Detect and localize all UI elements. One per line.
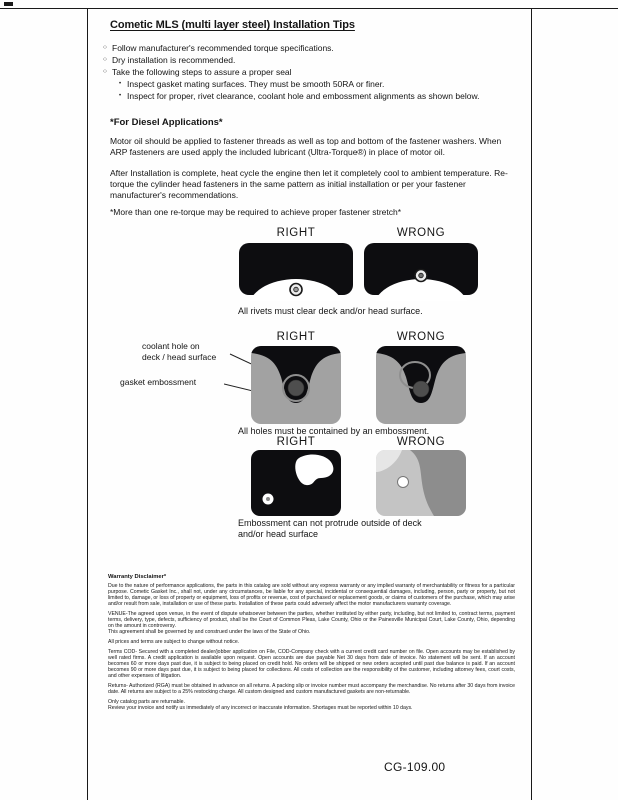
tip-text: Take the following steps to assure a proper seal [112, 67, 292, 77]
warranty-disclaimer [108, 574, 515, 715]
coolant-hole-circle [288, 380, 304, 396]
protrude-wrong-diagram [376, 450, 466, 516]
disclaimer-paragraph: All prices and terms are subject to change without notice. [108, 639, 240, 645]
page-border-top [0, 8, 618, 9]
disclaimer-paragraph: VENUE-The agreed upon venue, in the event of dispute whatsoever between the parties, whether instituted by either party, including, but not limited to, contract terms, payment terms, delivery, type, defects, sufficiency of product, shall be the Court of Common Pleas, Lake County, Ohio or the Painesville Municipal Court, Lake County, Ohio, depending on the amount in controversy. [108, 611, 515, 629]
disclaimer-paragraph: Only catalog parts are returnable. [108, 699, 185, 705]
coolant-hole-label [142, 341, 234, 362]
subtip-text: Inspect for proper, rivet clearance, coolant hole and embossment alignments as shown below. [127, 91, 480, 101]
protrude-right-diagram [251, 450, 341, 516]
print-registration-mark [4, 2, 13, 6]
wrong-label-protrude: WRONG [396, 436, 446, 448]
list-item [119, 78, 479, 90]
right-label-holes: RIGHT [276, 331, 316, 343]
circle-bullet-icon: ○ [103, 56, 107, 63]
bolt-hole-circle [398, 477, 409, 488]
page-number: CG-109.00 [384, 760, 446, 774]
wrong-label-rivets: WRONG [396, 227, 446, 239]
circle-bullet-icon: ○ [103, 68, 107, 75]
list-item [103, 66, 334, 78]
page-border-right [531, 8, 532, 800]
install-tips-list [103, 42, 334, 78]
circle-bullet-icon: ○ [103, 44, 107, 51]
disclaimer-paragraph: Review your invoice and notify us immediately of any incorrect or inaccurate information. Shortages must be reported within 10 days. [108, 705, 413, 711]
disclaimer-paragraph: Terms COD- Secured with a completed dealer/jobber application on File, COD-Company check with a current credit card number on file. Open accounts may be established by well rated firms. A credit application is available upon request. Open accounts are due payable Net 30 days from date of invoice. No statement will be sent. If an account becomes 60 or more days past due, it is subject to being placed on credit hold. No orders will be shipped or new orders accepted until past due balance is paid. If an account becomes 90 or more days past due, it is subject to being placed for collections. All costs of collection are the responsibility of the customer, including attorney fees, court costs, and other expenses of litigation. [108, 649, 515, 679]
page-border-left [87, 8, 88, 800]
list-item [103, 42, 334, 54]
rivet-wrong-diagram [364, 243, 478, 301]
wrong-label-holes: WRONG [396, 331, 446, 343]
diesel-heading: *For Diesel Applications* [110, 117, 223, 128]
dot-bullet-icon: • [119, 93, 122, 99]
tip-text: Dry installation is recommended. [112, 55, 236, 65]
right-label-rivets: RIGHT [276, 227, 316, 239]
protrude-caption: Embossment can not protrude outside of deck and/or head surface [238, 518, 422, 539]
list-item [119, 90, 479, 102]
right-label-protrude: RIGHT [276, 436, 316, 448]
holes-caption: All holes must be contained by an embossment. [238, 426, 430, 436]
diesel-paragraph-2: After Installation is complete, heat cycle the engine then let it completely cool to ambient temperature. Re-torque the cylinder head fasteners in the same pattern as initial installation or per your fastener manufacturer's recommendations. [110, 168, 508, 200]
coolant-hole-label-line2: deck / head surface [142, 351, 217, 362]
install-subtips-list [119, 78, 479, 102]
disclaimer-paragraph: Returns- Authorized (RGA) must be obtained in advance on all returns. A packing slip or invoice number must accompany the merchandise. No returns after 30 days from invoice date. All returns are subject to a 25% restocking charge. All custom designed and custom manufactured gaskets are non-returnable. [108, 683, 515, 695]
diesel-paragraph-1: Motor oil should be applied to fastener threads as well as top and bottom of the fastener washers. When ARP fasteners are used apply the included lubricant (Ultra-Torque®) in place of motor oil. [110, 136, 502, 157]
dot-bullet-icon: • [119, 81, 122, 87]
coolant-hole-circle [413, 381, 429, 397]
coolant-hole-label-line1: coolant hole on [142, 341, 200, 351]
gasket-embossment-label: gasket embossment [120, 377, 197, 387]
retorque-note: *More than one re-torque may be required to achieve proper fastener stretch* [110, 207, 402, 217]
disclaimer-paragraph: This agreement shall be governed by and construed under the laws of the State of Ohio. [108, 629, 311, 635]
tip-text: Follow manufacturer's recommended torque specifications. [112, 43, 334, 53]
rivet-right-diagram [239, 243, 353, 301]
list-item [103, 54, 334, 66]
subtip-text: Inspect gasket mating surfaces. They must be smooth 50RA or finer. [127, 79, 385, 89]
disclaimer-paragraph: Due to the nature of performance applications, the parts in this catalog are sold without any express warranty or any implied warranty of merchantability or fitness for a particular purpose. Cometic Gasket Inc., shall not, under any circumstances, be liable for any special, incidental or consequential damages, including, person, party or property, but not limited to, damage, or loss of property or equipment, loss of profits or revenue, cost of purchased or replacement goods, or claims of customers of the purchase, which may arise and/or result from sale, installation or use of these parts. Installation of these parts could adversely affect the motor manufacturers warranty coverage. [108, 583, 515, 607]
holes-right-diagram [251, 346, 341, 424]
page-title: Cometic MLS (multi layer steel) Installation Tips [110, 19, 355, 31]
disclaimer-heading: Warranty Disclaimer* [108, 574, 167, 580]
holes-wrong-diagram [376, 346, 466, 424]
rivet-caption: All rivets must clear deck and/or head surface. [238, 306, 423, 316]
